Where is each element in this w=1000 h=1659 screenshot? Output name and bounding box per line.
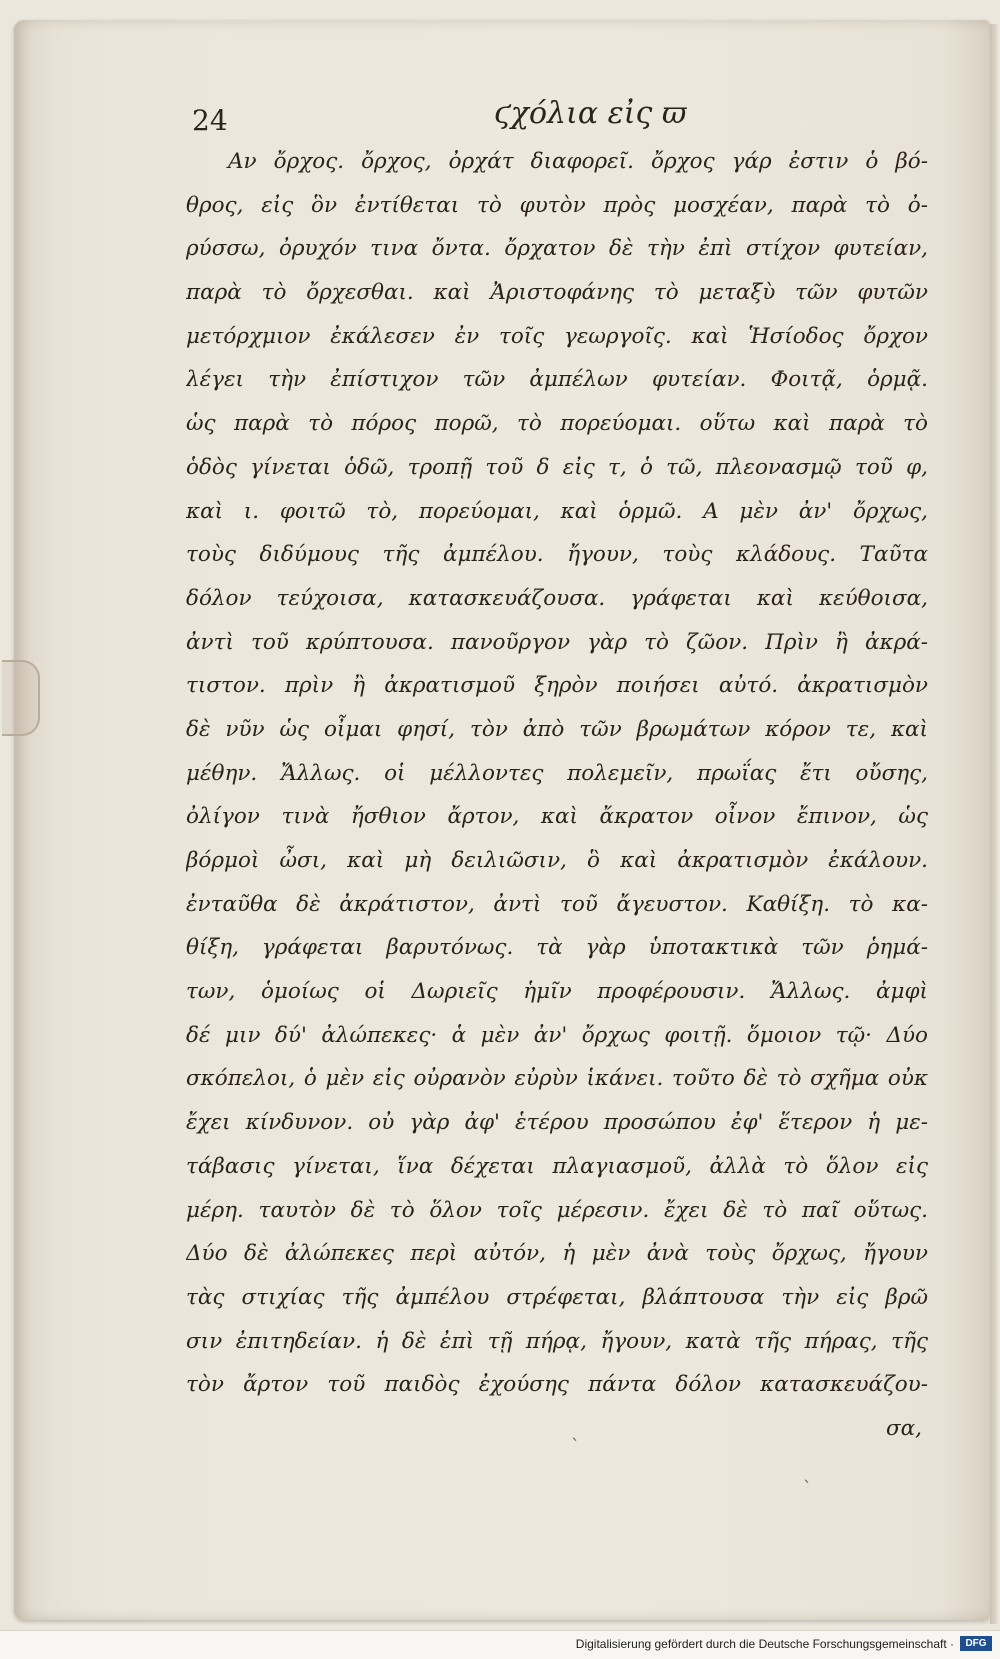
- text-line: ἀντὶ τοῦ κρύπτουσα. πανοῦργον γὰρ τὸ ζῶον. Πρὶν ἢ ἀκρά-: [186, 629, 928, 655]
- text-line: σιν ἐπιτηδείαν. ἡ δὲ ἐπὶ τῇ πήρᾳ, ἤγουν, κατὰ τῆς πήρας, τῆς: [186, 1328, 928, 1354]
- text-line: μετόρχμιον ἐκάλεσεν ἐν τοῖς γεωργοῖς. καὶ Ἡσίοδος ὄρχον: [186, 323, 928, 349]
- text-line: θίξη, γράφεται βαρυτόνως. τὰ γὰρ ὑποτακτικὰ τῶν ῥημά-: [186, 935, 928, 961]
- text-line: Αν ὄρχος. ὄρχος, ὀρχάτ διαφορεῖ. ὄρχος γάρ ἐστιν ὁ βό-: [228, 149, 928, 174]
- text-line: ὡς παρὰ τὸ πόρος πορῶ, τὸ πορεύομαι. οὕτω καὶ παρὰ τὸ: [186, 411, 928, 437]
- text-line: καὶ ι. φοιτῶ τὸ, πορεύομαι, καὶ ὁρμῶ. Α μὲν ἀν' ὄρχως,: [186, 498, 928, 524]
- stray-mark: ˋ: [803, 1478, 812, 1499]
- text-line: τάβασις γίνεται, ἵνα δέχεται πλαγιασμοῦ, ἀλλὰ τὸ ὅλον εἰς: [186, 1153, 928, 1179]
- text-line: ὁδὸς γίνεται ὁδῶ, τροπῇ τοῦ δ εἰς τ, ὁ τῶ, πλεονασμῷ τοῦ φ,: [186, 454, 928, 480]
- text-line: παρὰ τὸ ὄρχεσθαι. καὶ Ἀριστοφάνης τὸ μεταξὺ τῶν φυτῶν: [186, 280, 928, 306]
- text-line: σα,: [885, 1415, 922, 1441]
- text-line: ὀλίγον τινὰ ἤσθιον ἄρτον, καὶ ἄκρατον οἶνον ἔπινον, ὡς: [186, 804, 928, 830]
- text-line: ἔχει κίνδυνον. οὐ γὰρ ἀφ' ἑτέρου προσώπου ἐφ' ἕτερον ἡ με-: [186, 1110, 928, 1136]
- running-head: ϛχόλια εἰς ϖ: [494, 96, 687, 131]
- text-line: μέρη. ταυτὸν δὲ τὸ ὅλον τοῖς μέρεσιν. ἔχει δὲ τὸ παῖ οὕτως.: [186, 1197, 928, 1223]
- text-line: τὸν ἄρτον τοῦ παιδὸς ἐχούσης πάντα δόλον κατασκευάζου-: [186, 1372, 928, 1398]
- digitization-credit: Digitalisierung gefördert durch die Deutsche Forschungsgemeinschaft ·: [575, 1637, 954, 1651]
- text-line: μέθην. Ἄλλως. οἱ μέλλοντες πολεμεῖν, πρωΐας ἔτι οὔσης,: [186, 760, 928, 786]
- text-line: δέ μιν δύ' ἀλώπεκες· ἁ μὲν ἀν' ὄρχως φοιτῇ. ὅμοιον τῷ· Δύο: [186, 1022, 928, 1048]
- page-number: 24: [192, 104, 228, 137]
- page-edge: [990, 24, 998, 1624]
- text-line: ἐνταῦθα δὲ ἀκράτιστον, ἀντὶ τοῦ ἄγευστον. Καθίξη. τὸ κα-: [186, 891, 928, 917]
- scholia-text-block: [186, 140, 928, 1451]
- text-line: δὲ νῦν ὡς οἶμαι φησί, τὸν ἀπὸ τῶν βρωμάτων κόρον τε, καὶ: [186, 716, 928, 742]
- text-line: δόλον τεύχοισα, κατασκευάζουσα. γράφεται καὶ κεύθοισα,: [186, 585, 928, 611]
- binding-tab: [2, 660, 40, 736]
- text-line: Δύο δὲ ἀλώπεκες περὶ αὐτόν, ἡ μὲν ἀνὰ τοὺς ὄρχως, ἤγουν: [186, 1241, 928, 1267]
- text-line: θρος, εἰς ὃν ἐντίθεται τὸ φυτὸν πρὸς μοσχέαν, παρὰ τὸ ὀ-: [186, 192, 928, 218]
- dfg-logo: DFG: [960, 1636, 992, 1651]
- text-line: τιστον. πρὶν ἢ ἀκρατισμοῦ ξηρὸν ποιήσει αὐτό. ἀκρατισμὸν: [186, 673, 928, 699]
- text-line: τὰς στιχίας τῆς ἀμπέλου στρέφεται, βλάπτουσα τὴν εἰς βρῶ: [186, 1284, 928, 1310]
- stray-mark: ˋ: [571, 1436, 580, 1457]
- text-line: σκόπελοι, ὁ μὲν εἰς οὐρανὸν εὐρὺν ἱκάνει. τοῦτο δὲ τὸ σχῆμα οὐκ: [186, 1066, 928, 1092]
- text-line: ρύσσω, ὀρυχόν τινα ὄντα. ὄρχατον δὲ τὴν ἐπὶ στίχον φυτείαν,: [186, 236, 928, 262]
- text-line: βόρμοὶ ὦσι, καὶ μὴ δειλιῶσιν, ὃ καὶ ἀκρατισμὸν ἐκάλουν.: [186, 848, 928, 873]
- text-line: λέγει τὴν ἐπίστιχον τῶν ἀμπέλων φυτείαν. Φοιτᾷ, ὁρμᾷ.: [186, 367, 928, 393]
- text-line: τοὺς διδύμους τῆς ἀμπέλου. ἤγουν, τοὺς κλάδους. Ταῦτα: [186, 542, 928, 568]
- text-line: των, ὁμοίως οἱ Δωριεῖς ἡμῖν προφέρουσιν. Ἄλλως. ἀμφὶ: [186, 979, 928, 1005]
